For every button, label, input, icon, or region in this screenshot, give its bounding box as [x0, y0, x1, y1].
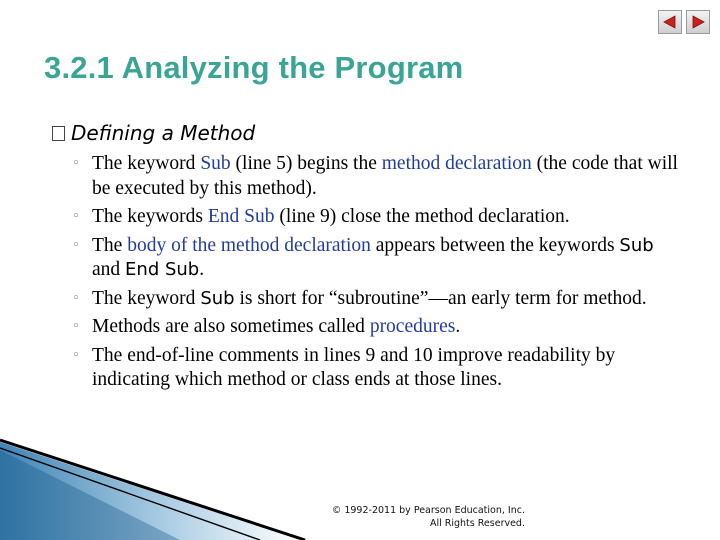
box-bullet-icon	[52, 126, 65, 141]
circle-bullet-icon: ◦	[72, 209, 80, 224]
bullet-list	[72, 152, 682, 397]
bullet-text: The keyword	[92, 153, 201, 174]
bullet-item	[72, 344, 682, 393]
bullet-text: (the code that will be executed by this method).	[92, 153, 678, 199]
slide-title: 3.2.1 Analyzing the Program	[44, 50, 464, 85]
bullet-item	[72, 205, 682, 230]
bullet-text: is short for “subroutine”—an early term for method.	[234, 287, 647, 309]
circle-bullet-icon: ◦	[72, 319, 80, 334]
previous-slide-button[interactable]	[658, 10, 682, 34]
code-keyword: End Sub	[125, 259, 200, 280]
bullet-text: .	[199, 259, 205, 280]
bullet-text: The keyword	[92, 287, 201, 309]
heading-bullet	[52, 121, 255, 145]
circle-bullet-icon: ◦	[72, 156, 80, 171]
copyright-notice	[300, 504, 525, 530]
circle-bullet-icon: ◦	[72, 290, 80, 306]
circle-bullet-icon: ◦	[72, 237, 80, 253]
bullet-item	[72, 287, 682, 312]
bullet-text: The end-of-line comments in lines 9 and 10 improve readability by indicating which method or class ends at those lines.	[92, 344, 616, 390]
triangle-right-icon	[690, 14, 706, 30]
bullet-text: appears between the keywords	[370, 234, 620, 256]
code-keyword: Sub	[200, 287, 235, 309]
highlighted-term: body of the method declaration	[127, 234, 371, 256]
highlighted-term: method declaration	[381, 153, 532, 174]
bullet-text: The	[92, 234, 128, 256]
slide-navigation	[658, 10, 710, 34]
bullet-text: and	[92, 259, 126, 280]
copyright-line: © 1992-2011 by Pearson Education, Inc.	[331, 505, 525, 516]
bullet-text: The keywords	[92, 206, 208, 227]
heading-text: Defining a Method	[71, 121, 256, 145]
bullet-text: (line 9) close the method declaration.	[274, 206, 570, 227]
triangle-left-icon	[662, 14, 678, 30]
bullet-text: Methods are also sometimes called	[92, 316, 370, 337]
bullet-item	[72, 234, 682, 283]
bullet-item	[72, 315, 682, 340]
highlighted-term: End Sub	[207, 206, 275, 227]
code-keyword: Sub	[619, 234, 654, 256]
highlighted-term: Sub	[200, 153, 231, 174]
highlighted-term: procedures	[369, 316, 456, 337]
next-slide-button[interactable]	[686, 10, 710, 34]
rights-line: All Rights Reserved.	[429, 518, 525, 529]
bullet-item	[72, 152, 682, 201]
bullet-text: (line 5) begins the	[230, 153, 382, 174]
circle-bullet-icon: ◦	[72, 347, 80, 363]
bullet-text: .	[455, 316, 461, 337]
